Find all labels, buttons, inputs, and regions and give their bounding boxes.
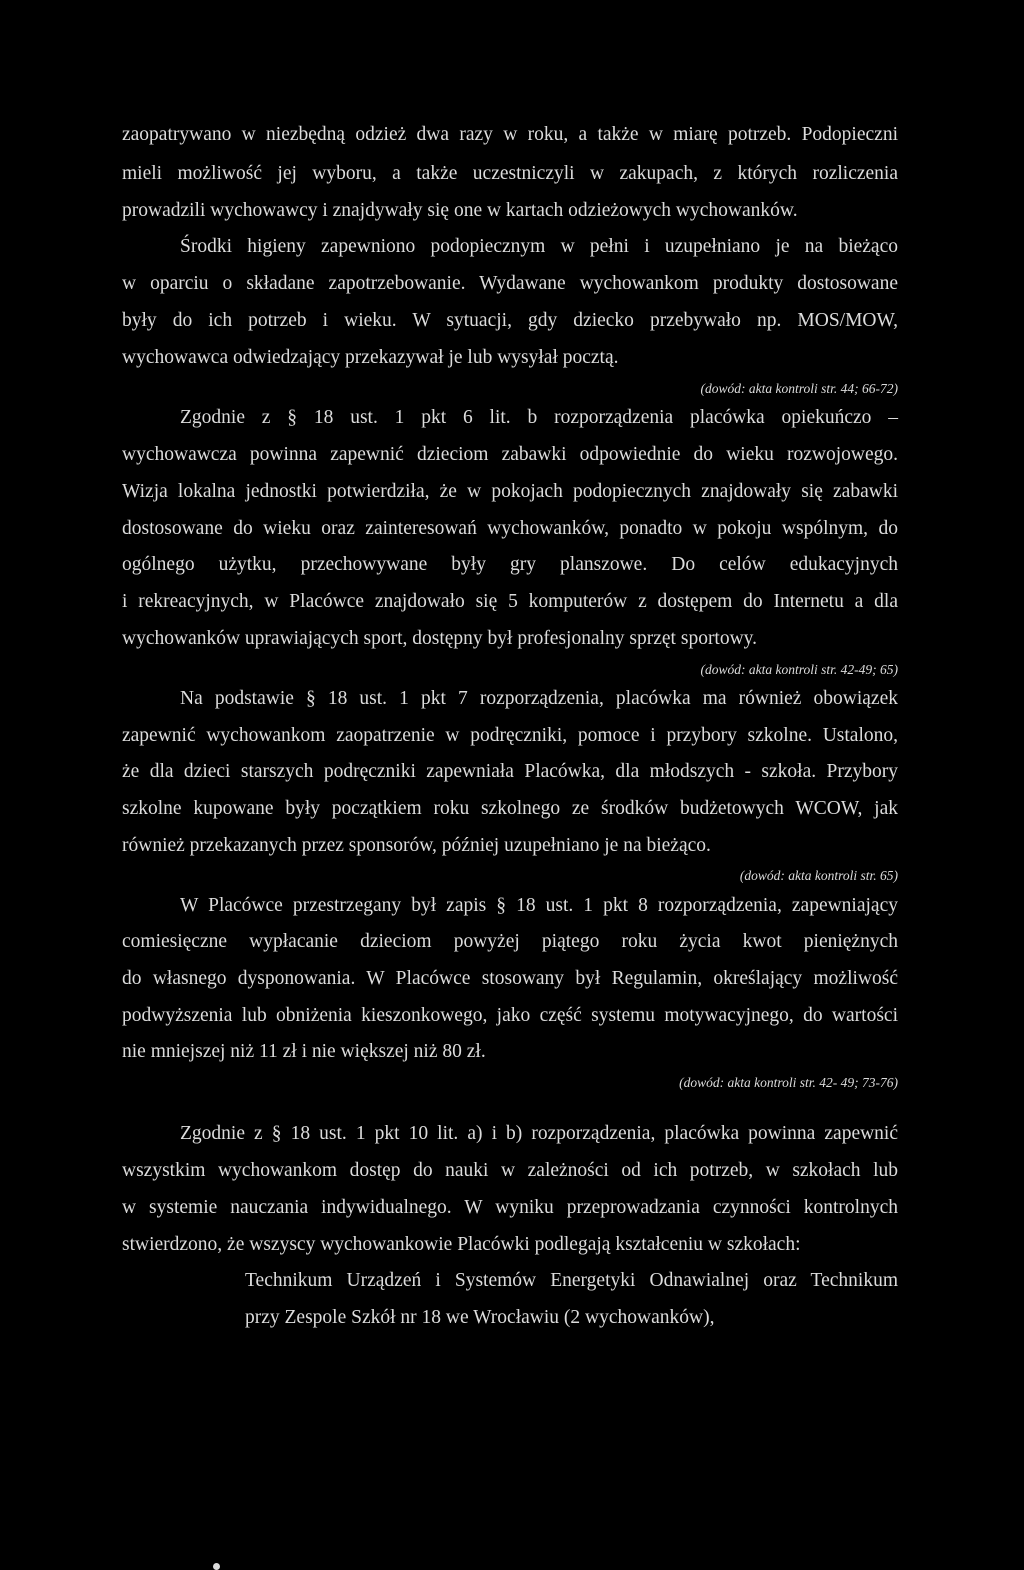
bullet-icon <box>213 1563 220 1570</box>
text-line: wychowawcza powinna zapewnić dzieciom zabawki odpowiednie do wieku rozwojowego. <box>122 444 898 465</box>
text-line: Zgodnie z § 18 ust. 1 pkt 6 lit. b rozporządzenia placówka opiekuńczo – <box>180 407 898 428</box>
evidence-reference: (dowód: akta kontroli str. 44; 66-72) <box>700 381 898 396</box>
text-line: Wizja lokalna jednostki potwierdziła, że w pokojach podopiecznych znajdowały się zabawki <box>122 481 898 502</box>
text-line: do własnego dysponowania. W Placówce stosowany był Regulamin, określający możliwość <box>122 968 898 989</box>
text-line: zapewnić wychowankom zaopatrzenie w podręczniki, pomoce i przybory szkolne. Ustalono, <box>122 725 898 746</box>
text-line: prowadzili wychowawcy i znajdywały się one w kartach odzieżowych wychowanków. <box>122 200 798 221</box>
text-line: nie mniejszej niż 11 zł i nie większej niż 80 zł. <box>122 1041 486 1062</box>
text-line: wychowawca odwiedzający przekazywał je lub wysyłał pocztą. <box>122 347 619 368</box>
text-line: i rekreacyjnych, w Placówce znajdowało się 5 komputerów z dostępem do Internetu a dla <box>122 591 898 612</box>
text-line: Środki higieny zapewniono podopiecznym w pełni i uzupełniano je na bieżąco <box>180 236 898 257</box>
text-line: w oparciu o składane zapotrzebowanie. Wydawane wychowankom produkty dostosowane <box>122 273 898 294</box>
text-line: ogólnego użytku, przechowywane były gry planszowe. Do celów edukacyjnych <box>122 554 898 575</box>
text-line: w systemie nauczania indywidualnego. W wyniku przeprowadzania czynności kontrolnych <box>122 1197 898 1218</box>
evidence-reference: (dowód: akta kontroli str. 65) <box>739 868 898 883</box>
list-item-text: Technikum Urządzeń i Systemów Energetyki Odnawialnej oraz Technikum <box>245 1270 898 1291</box>
text-line: wychowanków uprawiających sport, dostępny był profesjonalny sprzęt sportowy. <box>122 628 758 649</box>
text-line: Zgodnie z § 18 ust. 1 pkt 10 lit. a) i b) rozporządzenia, placówka powinna zapewnić <box>180 1123 898 1144</box>
text-line: comiesięczne wypłacanie dzieciom powyżej piątego roku życia kwot pieniężnych <box>122 931 898 952</box>
text-line: stwierdzono, że wszyscy wychowankowie Placówki podlegają kształceniu w szkołach: <box>122 1234 801 1255</box>
text-line: również przekazanych przez sponsorów, później uzupełniano je na bieżąco. <box>122 835 711 856</box>
evidence-reference: (dowód: akta kontroli str. 42-49; 65) <box>700 662 898 677</box>
text-line: szkolne kupowane były początkiem roku szkolnego ze środków budżetowych WCOW, jak <box>122 798 898 819</box>
text-line: mieli możliwość jej wyboru, a także uczestniczyli w zakupach, z których rozliczenia <box>122 163 898 184</box>
text-line: dostosowane do wieku oraz zainteresowań wychowanków, ponadto w pokoju wspólnym, do <box>122 518 898 539</box>
text-line: podwyższenia lub obniżenia kieszonkowego, jako część systemu motywacyjnego, do wartości <box>122 1005 898 1026</box>
text-line: były do ich potrzeb i wieku. W sytuacji, gdy dziecko przebywało np. MOS/MOW, <box>122 310 898 331</box>
text-line: Na podstawie § 18 ust. 1 pkt 7 rozporządzenia, placówka ma również obowiązek <box>180 688 898 709</box>
text-line: zaopatrywano w niezbędną odzież dwa razy w roku, a także w miarę potrzeb. Podopieczni <box>122 124 898 145</box>
text-line: że dla dzieci starszych podręczniki zapewniała Placówka, dla młodszych - szkoła. Przybory <box>122 761 898 782</box>
text-line: wszystkim wychowankom dostęp do nauki w zależności od ich potrzeb, w szkołach lub <box>122 1160 898 1181</box>
list-item-text: przy Zespole Szkół nr 18 we Wrocławiu (2 wychowanków), <box>245 1307 715 1328</box>
evidence-reference: (dowód: akta kontroli str. 42- 49; 73-76) <box>679 1075 898 1090</box>
text-line: W Placówce przestrzegany był zapis § 18 ust. 1 pkt 8 rozporządzenia, zapewniający <box>180 895 898 916</box>
